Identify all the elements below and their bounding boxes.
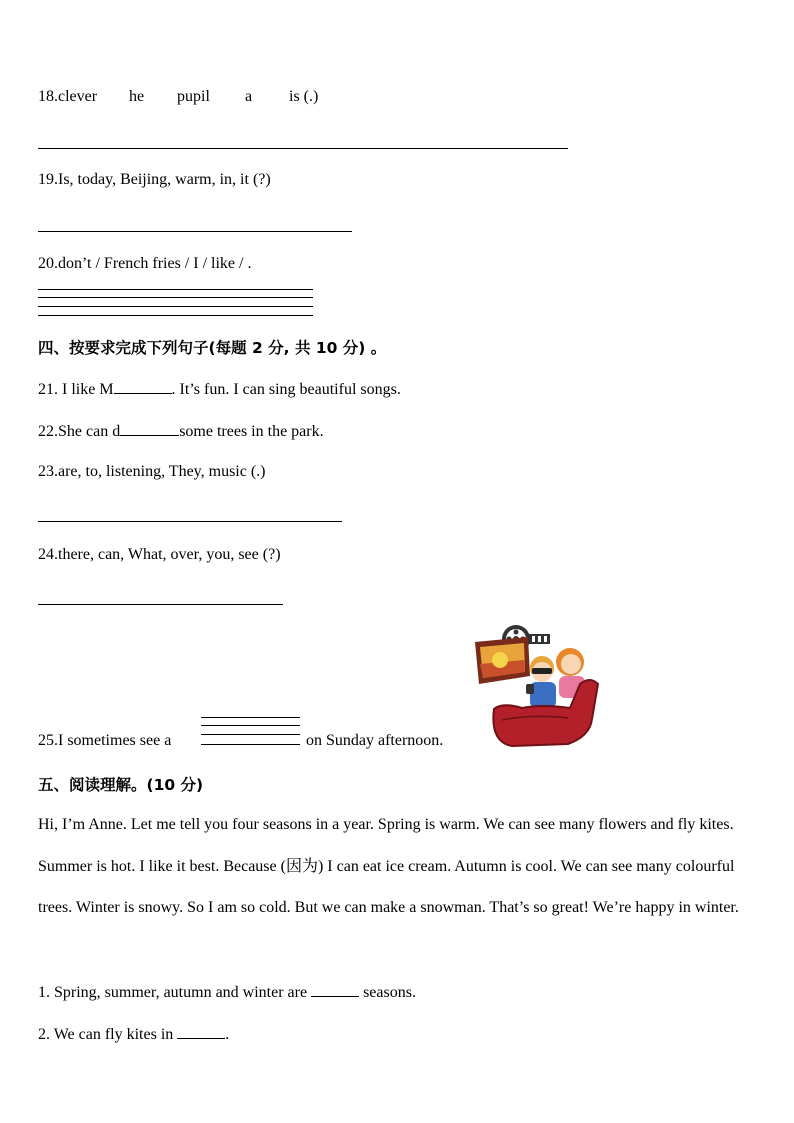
reading-question-1 [38, 982, 416, 1002]
answer-line-25a[interactable] [201, 717, 300, 718]
rq2-text-before: 2. We can fly kites in [38, 1026, 174, 1043]
answer-line-18[interactable] [38, 148, 568, 149]
q22-blank[interactable] [120, 421, 179, 436]
question-24: 24.there, can, What, over, you, see (?) [38, 546, 281, 563]
q18-word-3: pupil [177, 88, 210, 105]
answer-line-20c[interactable] [38, 306, 313, 307]
rq2-blank[interactable] [177, 1024, 225, 1039]
q22-text-before: 22.She can d [38, 423, 121, 440]
q25-text-after: on Sunday afternoon. [306, 732, 444, 749]
q25-text-before: 25.I sometimes see a [38, 732, 172, 749]
reading-question-2 [38, 1024, 229, 1044]
rq1-text-before: 1. Spring, summer, autumn and winter are [38, 984, 308, 1001]
answer-line-23[interactable] [38, 521, 342, 522]
answer-line-25b[interactable] [201, 725, 300, 726]
answer-line-24[interactable] [38, 604, 283, 605]
question-18 [38, 88, 319, 106]
question-21 [38, 379, 401, 399]
question-19: 19.Is, today, Beijing, warm, in, it (?) [38, 171, 271, 188]
question-25 [38, 732, 444, 750]
q22-text-after: some trees in the park. [179, 423, 324, 440]
rq1-text-after: seasons. [363, 984, 416, 1001]
answer-line-25d[interactable] [201, 744, 300, 745]
q18-word-2: he [129, 88, 145, 105]
section-5-heading: 五、阅读理解。(10 分) [38, 776, 204, 794]
cinema-kids-icon [472, 624, 602, 749]
answer-line-19[interactable] [38, 231, 352, 232]
q18-word-4: a [245, 88, 253, 105]
reading-passage: Hi, I’m Anne. Let me tell you four seasons in a year. Spring is warm. We can see many flowers and fly kites. Summer is hot. I like it best. Because (因为) I can eat ice cream. Autumn is cool. We can see many colourful trees. Winter is snowy. So I am so cold. But we can make a snowman. That’s so great! We’re happy in winter. [38, 816, 739, 916]
q18-number: 18. [38, 88, 58, 105]
q21-blank[interactable] [114, 379, 172, 394]
answer-line-20d[interactable] [38, 315, 313, 316]
answer-line-25c[interactable] [201, 734, 300, 735]
question-20: 20.don’t / French fries / I / like / . [38, 255, 252, 272]
question-22 [38, 421, 324, 441]
q18-word-5: is (.) [289, 88, 319, 105]
q21-text-before: 21. I like M [38, 381, 114, 398]
q18-word-1: clever [58, 88, 98, 105]
question-23: 23.are, to, listening, They, music (.) [38, 463, 266, 480]
answer-line-20a[interactable] [38, 289, 313, 290]
answer-line-20b[interactable] [38, 297, 313, 298]
rq1-blank[interactable] [311, 982, 359, 997]
rq2-text-after: . [225, 1026, 230, 1043]
q21-text-after: . It’s fun. I can sing beautiful songs. [171, 381, 401, 398]
section-4-heading: 四、按要求完成下列句子(每题 2 分, 共 10 分) 。 [38, 339, 387, 357]
